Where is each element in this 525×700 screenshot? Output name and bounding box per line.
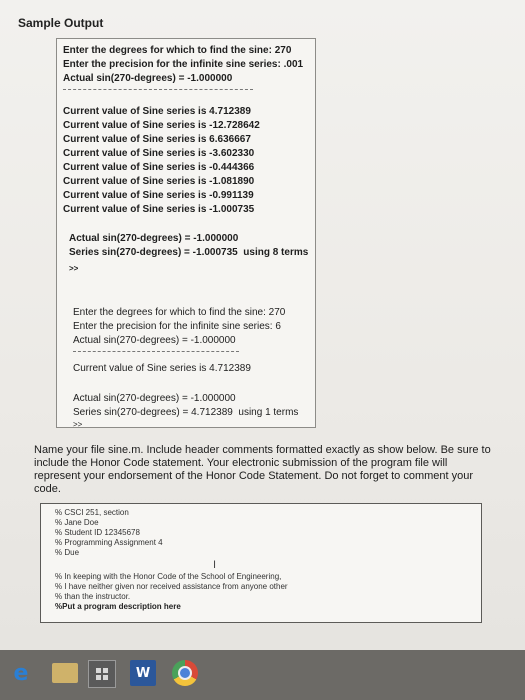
run2-prompt-degrees: Enter the degrees for which to find the sine: 270 (73, 307, 286, 318)
run2-prompt-symbol: >> (73, 420, 83, 429)
run1-summary-actual: Actual sin(270-degrees) = -1.000000 (69, 233, 239, 244)
console-output-box (56, 38, 316, 428)
description-comment-line: %Put a program description here (55, 602, 181, 611)
run2-summary-series: Series sin(270-degrees) = 4.712389 using 1 terms (73, 407, 299, 418)
run1-iteration: Current value of Sine series is 4.712389 (63, 106, 251, 117)
run1-iteration: Current value of Sine series is 6.636667 (63, 134, 251, 145)
folder-icon[interactable] (52, 663, 78, 683)
word-icon[interactable]: W (130, 660, 156, 686)
honor-comment-line: % than the instructor. (55, 592, 131, 601)
run1-iteration: Current value of Sine series is -12.728642 (63, 120, 260, 131)
run1-iteration: Current value of Sine series is -1.000735 (63, 204, 255, 215)
store-icon[interactable] (88, 660, 116, 688)
run1-iteration: Current value of Sine series is -0.991139 (63, 190, 254, 201)
run1-prompt-degrees: Enter the degrees for which to find the sine: 270 (63, 45, 292, 56)
separator-line (63, 89, 253, 90)
run1-prompt-symbol: >> (69, 264, 79, 273)
chrome-icon[interactable] (172, 660, 198, 686)
header-comments-box (40, 503, 482, 623)
header-comment-line: % Due (55, 548, 80, 557)
run2-summary-actual: Actual sin(270-degrees) = -1.000000 (73, 393, 236, 404)
header-comment-line: % Programming Assignment 4 (55, 538, 163, 547)
header-comment-line: % CSCI 251, section (55, 508, 129, 517)
assignment-instructions: Name your file sine.m. Include header comments formatted exactly as show below. Be sure to include the Honor Code statement. Your electronic submission of the program file will represent your endorsement of the Honor Code Statement. Do not forget to comment your code. (34, 444, 491, 495)
honor-comment-line: % I have neither given nor received assistance from anyone other (55, 582, 288, 591)
separator-line (73, 351, 239, 352)
run1-summary-series: Series sin(270-degrees) = -1.000735 using 8 terms (69, 247, 309, 258)
run2-prompt-precision: Enter the precision for the infinite sine series: 6 (73, 321, 281, 332)
run1-actual: Actual sin(270-degrees) = -1.000000 (63, 73, 233, 84)
honor-comment-line: % In keeping with the Honor Code of the School of Engineering, (55, 572, 282, 581)
run2-iteration: Current value of Sine series is 4.712389 (73, 363, 251, 374)
run1-iteration: Current value of Sine series is -3.602330 (63, 148, 255, 159)
sample-output-title: Sample Output (18, 16, 104, 30)
header-comment-line: % Student ID 12345678 (55, 528, 140, 537)
run1-iteration: Current value of Sine series is -1.081890 (63, 176, 255, 187)
text-cursor-icon: I (213, 559, 217, 571)
windows-taskbar (0, 650, 525, 700)
run2-actual: Actual sin(270-degrees) = -1.000000 (73, 335, 236, 346)
run1-prompt-precision: Enter the precision for the infinite sine series: .001 (63, 59, 304, 70)
edge-icon[interactable]: e (13, 660, 29, 686)
header-comment-line: % Jane Doe (55, 518, 99, 527)
run1-iteration: Current value of Sine series is -0.444366 (63, 162, 255, 173)
